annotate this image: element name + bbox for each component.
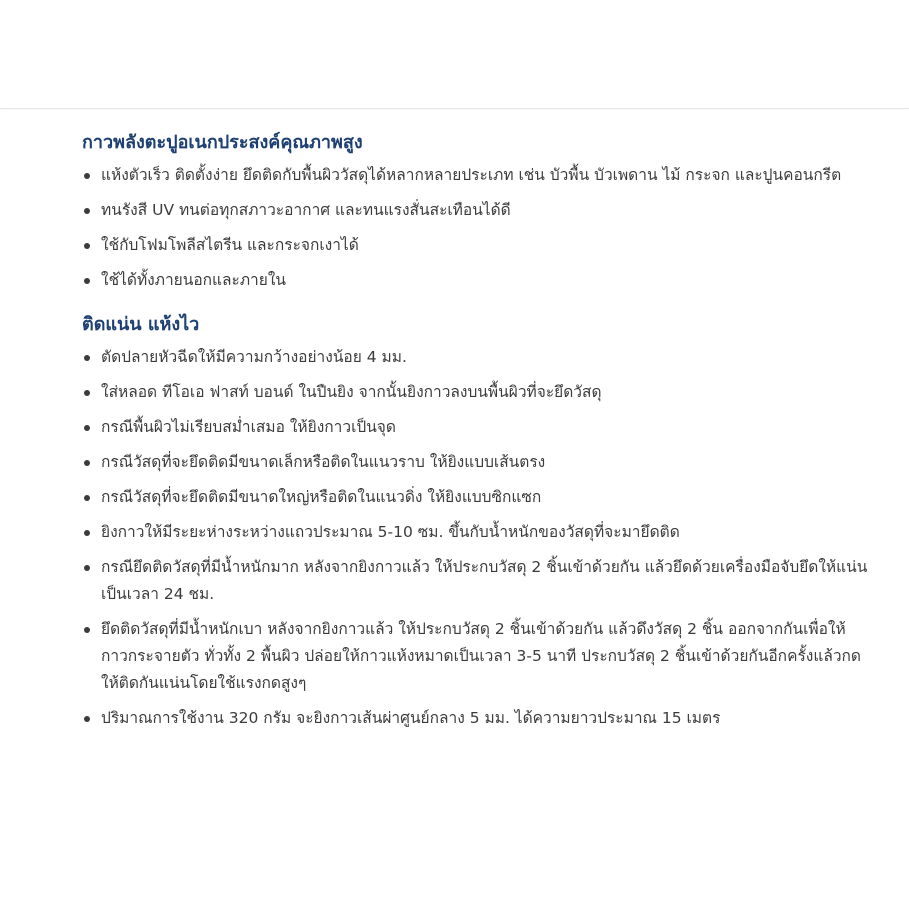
list-item xyxy=(82,414,872,441)
list-item-text: ตัดปลายหัวฉีดให้มีความกว้างอย่างน้อย 4 มม. xyxy=(101,348,407,366)
list-item xyxy=(82,484,872,511)
list-item-text: กรณีวัสดุที่จะยึดติดมีขนาดเล็กหรือติดในแนวราบ ให้ยิงแบบเส้นตรง xyxy=(101,453,546,471)
bullet-icon xyxy=(84,390,90,396)
bullet-icon xyxy=(84,460,90,466)
list-item-text: ใช้ได้ทั้งภายนอกและภายใน xyxy=(101,271,287,289)
list-item-text: ทนรังสี UV ทนต่อทุกสภาวะอากาศ และทนแรงสั่นสะเทือนได้ดี xyxy=(101,201,511,219)
bullet-icon xyxy=(84,495,90,501)
list-item xyxy=(82,519,872,546)
bullet-icon xyxy=(84,627,90,633)
list-item-text: กรณีวัสดุที่จะยึดติดมีขนาดใหญ่หรือติดในแนวดิ่ง ให้ยิงแบบซิกแซก xyxy=(101,488,542,506)
list-item xyxy=(82,267,872,294)
list-item xyxy=(82,616,872,697)
list-item-text: กรณีพื้นผิวไม่เรียบสม่ำเสมอ ให้ยิงกาวเป็นจุด xyxy=(101,418,396,436)
section-usage xyxy=(82,310,872,732)
list-item xyxy=(82,554,872,608)
top-bar xyxy=(0,0,909,109)
bullet-icon xyxy=(84,565,90,571)
list-item-text: ใส่หลอด ทีโอเอ ฟาสท์ บอนด์ ในปืนยิง จากนั้นยิงกาวลงบนพื้นผิวที่จะยึดวัสดุ xyxy=(101,383,602,401)
list-item xyxy=(82,162,872,189)
list-item xyxy=(82,379,872,406)
list-item-text: ยึดติดวัสดุที่มีน้ำหนักเบา หลังจากยิงกาวแล้ว ให้ประกบวัสดุ 2 ชิ้นเข้าด้วยกัน แล้วดึงวัสดุ 2 ชิ้น ออกจากกันเพื่อให้กาวกระจายตัว ทั่วทั้ง 2 พื้นผิว ปล่อยให้กาวแห้งหมาดเป็นเวลา 3-5 นาที ประกบวัสดุ 2 ชิ้นเข้าด้วยกันอีกครั้งแล้วกดให้ติดกันแน่นโดยใช้แรงกดสูงๆ xyxy=(101,620,861,692)
section-heading: กาวพลังตะปูอเนกประสงค์คุณภาพสูง xyxy=(82,132,363,153)
list-item-text: ใช้กับโฟมโพลีสไตรีน และกระจกเงาได้ xyxy=(101,236,359,254)
bullet-icon xyxy=(84,530,90,536)
product-description xyxy=(82,128,872,740)
usage-list xyxy=(82,344,872,732)
list-item-text: ยิงกาวให้มีระยะห่างระหว่างแถวประมาณ 5-10 ซม. ขึ้นกับน้ำหนักของวัสดุที่จะมายึดติด xyxy=(101,523,680,541)
list-item xyxy=(82,705,872,732)
section-heading: ติดแน่น แห้งไว xyxy=(82,314,200,335)
bullet-icon xyxy=(84,278,90,284)
list-item xyxy=(82,449,872,476)
bullet-icon xyxy=(84,208,90,214)
bullet-icon xyxy=(84,243,90,249)
bullet-icon xyxy=(84,425,90,431)
bullet-icon xyxy=(84,716,90,722)
bullet-icon xyxy=(84,173,90,179)
list-item-text: กรณียึดติดวัสดุที่มีน้ำหนักมาก หลังจากยิงกาวแล้ว ให้ประกบวัสดุ 2 ชิ้นเข้าด้วยกัน แล้วยึดด้วยเครื่องมือจับยึดให้แน่นเป็นเวลา 24 ชม. xyxy=(101,558,868,603)
list-item xyxy=(82,197,872,224)
bullet-icon xyxy=(84,355,90,361)
section-features xyxy=(82,128,872,294)
list-item xyxy=(82,344,872,371)
list-item-text: ปริมาณการใช้งาน 320 กรัม จะยิงกาวเส้นผ่าศูนย์กลาง 5 มม. ได้ความยาวประมาณ 15 เมตร xyxy=(101,709,721,727)
list-item-text: แห้งตัวเร็ว ติดตั้งง่าย ยึดติดกับพื้นผิววัสดุได้หลากหลายประเภท เช่น บัวพื้น บัวเพดาน ไม้ กระจก และปูนคอนกรีต xyxy=(101,166,842,184)
feature-list xyxy=(82,162,872,294)
list-item xyxy=(82,232,872,259)
